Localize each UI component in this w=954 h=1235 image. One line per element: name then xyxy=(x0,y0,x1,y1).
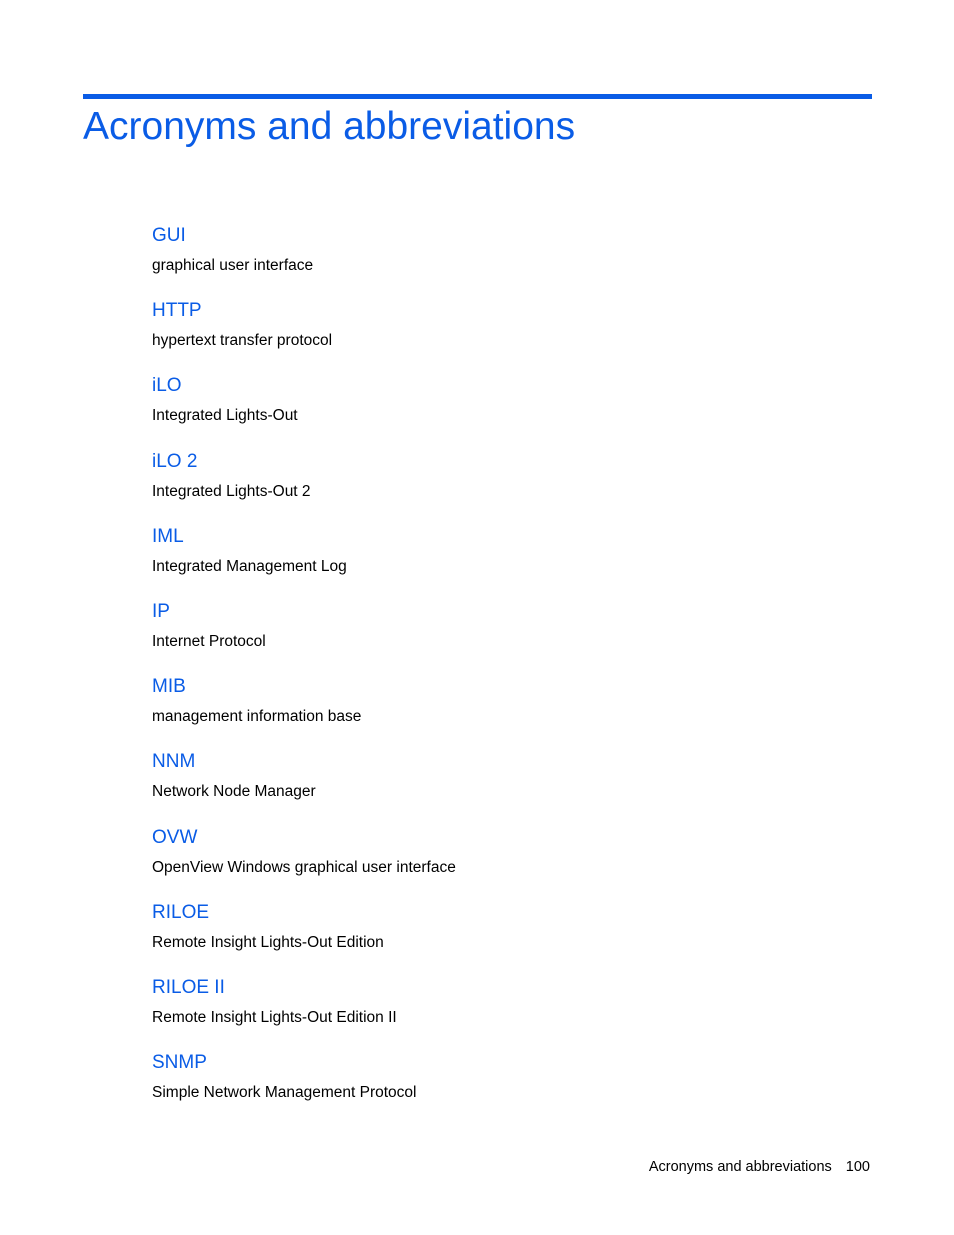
acronym-entry-mib xyxy=(152,675,852,750)
acronym-term[interactable]: NNM xyxy=(152,751,196,773)
acronym-entry-snmp xyxy=(152,1051,852,1126)
acronym-definition: Remote Insight Lights-Out Edition II xyxy=(152,1008,397,1026)
acronym-term[interactable]: MIB xyxy=(152,676,186,698)
acronym-definition: Simple Network Management Protocol xyxy=(152,1084,417,1102)
acronym-term[interactable]: IP xyxy=(152,600,170,622)
acronym-entry-ip xyxy=(152,600,852,675)
acronym-definition: Network Node Manager xyxy=(152,783,316,801)
acronym-term[interactable]: RILOE II xyxy=(152,976,225,998)
acronym-entry-nnm xyxy=(152,750,852,825)
acronym-definition: Remote Insight Lights-Out Edition xyxy=(152,933,384,951)
page-footer xyxy=(649,1157,870,1177)
acronym-entry-gui xyxy=(152,224,852,299)
acronym-entry-riloe xyxy=(152,901,852,976)
acronym-term[interactable]: OVW xyxy=(152,826,198,848)
acronym-list xyxy=(152,224,852,1126)
acronym-definition: Internet Protocol xyxy=(152,632,266,650)
acronym-term[interactable]: IML xyxy=(152,525,184,547)
footer-section-title: Acronyms and abbreviations xyxy=(648,1159,832,1175)
acronym-entry-http xyxy=(152,299,852,374)
acronym-definition: Integrated Lights-Out 2 xyxy=(152,482,311,500)
page-number: 100 xyxy=(845,1159,870,1175)
acronym-definition: Integrated Lights-Out xyxy=(152,407,298,425)
acronym-definition: graphical user interface xyxy=(152,257,314,274)
acronym-term[interactable]: iLO xyxy=(152,375,182,397)
acronym-term[interactable]: HTTP xyxy=(152,300,202,322)
acronym-term[interactable]: RILOE xyxy=(152,901,210,923)
page-title: Acronyms and abbreviations xyxy=(83,105,576,148)
acronym-definition: Integrated Management Log xyxy=(152,557,347,575)
acronym-entry-ilo xyxy=(152,374,852,449)
acronym-entry-riloe-ii xyxy=(152,976,852,1051)
acronym-term[interactable]: iLO 2 xyxy=(152,450,198,472)
acronym-term[interactable]: SNMP xyxy=(152,1052,207,1074)
acronym-entry-iml xyxy=(152,525,852,600)
acronym-entry-ilo-2 xyxy=(152,450,852,525)
title-rule xyxy=(83,94,872,99)
acronym-definition: OpenView Windows graphical user interface xyxy=(152,858,456,876)
acronym-term[interactable]: GUI xyxy=(152,225,186,246)
acronym-definition: management information base xyxy=(152,708,362,726)
acronym-entry-ovw xyxy=(152,826,852,901)
acronym-definition: hypertext transfer protocol xyxy=(152,332,333,350)
